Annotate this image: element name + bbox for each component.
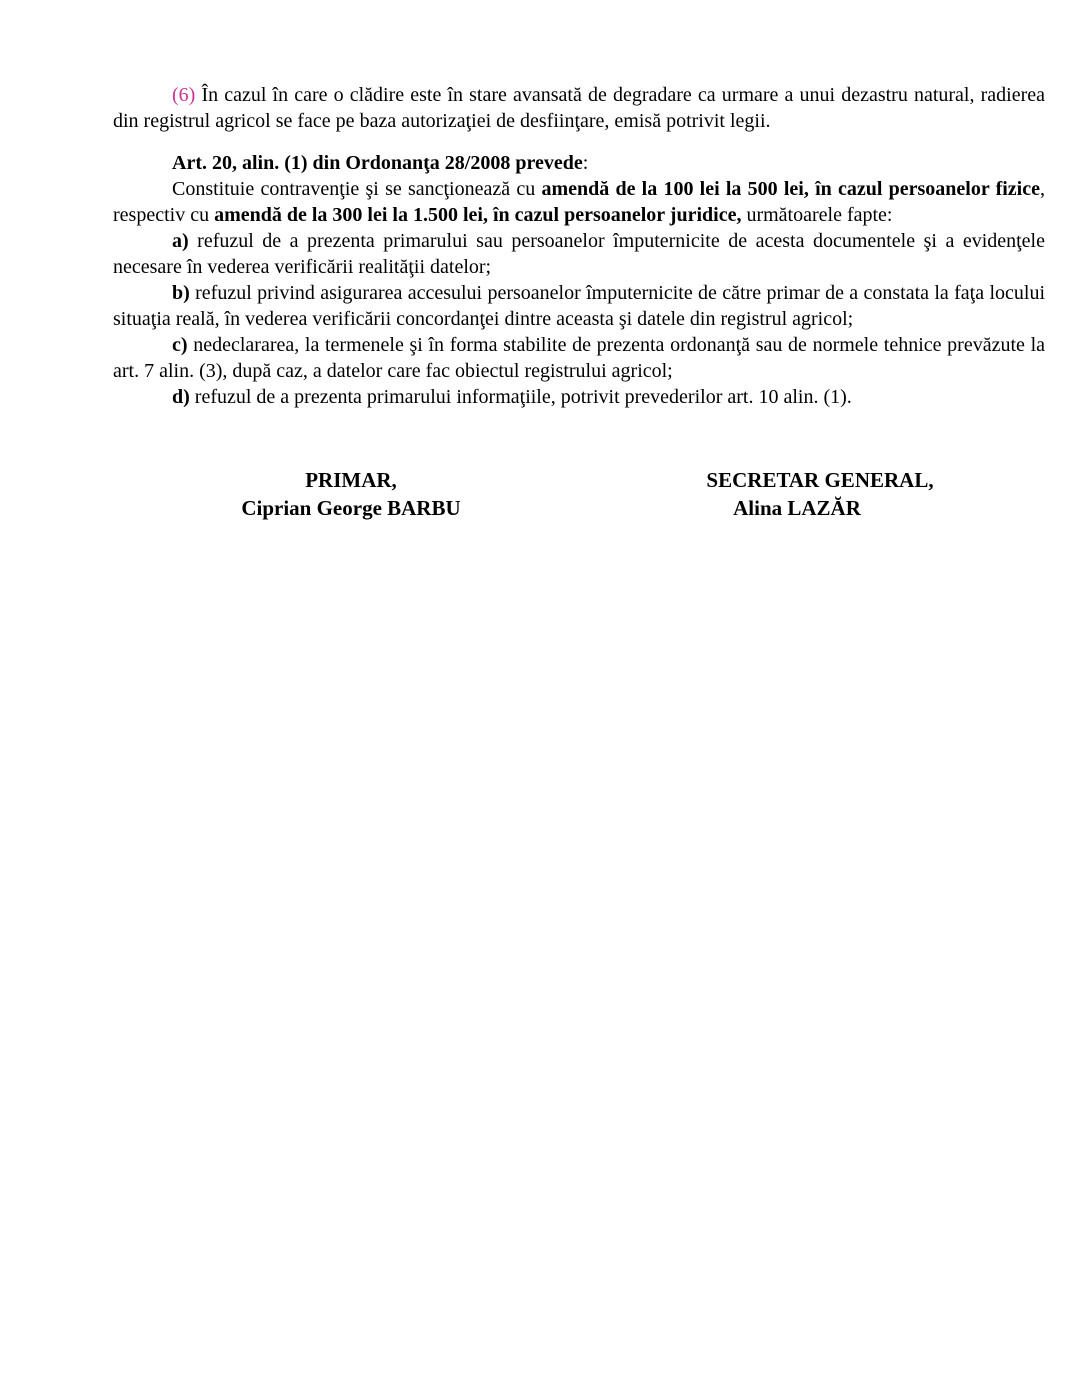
paragraph-clause-6 xyxy=(113,82,1045,134)
list-item-a-text: refuzul de a prezenta primarului sau persoanelor împuternicite de acesta documentele şi a evidenţele necesare în vederea verificării realităţii datelor; xyxy=(113,230,1045,278)
article-20-heading-colon: : xyxy=(582,152,589,174)
list-item-b-text: refuzul privind asigurarea accesului persoanelor împuternicite de către primar de a constata la faţa locului situaţia reală, în vederea verificării concordanţei dintre aceasta şi datele din registrul agricol; xyxy=(113,282,1045,330)
sanction-segment-3: amendă de la 300 lei la 1.500 lei, în cazul persoanelor juridice, xyxy=(214,204,742,226)
clause-6-number: (6) xyxy=(172,84,196,106)
sanction-segment-4: următoarele fapte: xyxy=(741,204,893,226)
list-item-a-marker: a) xyxy=(172,230,189,252)
signature-block xyxy=(113,466,1045,538)
article-20-heading-text: Art. 20, alin. (1) din Ordonanţa 28/2008 prevede xyxy=(172,152,583,174)
signature-primar xyxy=(161,466,541,522)
list-item-c-marker: c) xyxy=(172,334,188,356)
paragraph-sanction xyxy=(113,176,1045,228)
clause-6-text: În cazul în care o clădire este în stare avansată de degradare ca urmare a unui dezastru natural, radierea din registrul agricol se face pe baza autorizaţiei de desfiinţare, emisă potrivit legii. xyxy=(113,84,1045,132)
list-item-b-marker: b) xyxy=(172,282,190,304)
signature-secretar-title: SECRETAR GENERAL, xyxy=(706,468,934,492)
list-item-c xyxy=(113,332,1045,384)
list-item-d xyxy=(113,384,1045,410)
list-item-d-marker: d) xyxy=(172,386,190,408)
signature-secretar-name: Alina LAZĂR xyxy=(733,496,861,520)
list-item-b xyxy=(113,280,1045,332)
list-item-d-text: refuzul de a prezenta primarului informaţiile, potrivit prevederilor art. 10 alin. (1). xyxy=(189,386,852,408)
signature-secretar xyxy=(630,466,1010,522)
list-item-c-text: nedeclararea, la termenele şi în forma stabilite de prezenta ordonanţă sau de normele tehnice prevăzute la art. 7 alin. (3), după caz, a datelor care fac obiectul registrului agricol; xyxy=(113,334,1045,382)
article-20-heading xyxy=(113,150,1045,176)
sanction-segment-1: amendă de la 100 lei la 500 lei, în cazul persoanelor fizice xyxy=(541,178,1040,200)
sanction-segment-2: , respectiv cu xyxy=(113,178,1045,226)
document-body xyxy=(113,82,1045,538)
sanction-segment-0: Constituie contravenţie şi se sancţionează cu xyxy=(172,178,542,200)
list-item-a xyxy=(113,228,1045,280)
signature-primar-title: PRIMAR, xyxy=(305,468,397,492)
signature-primar-name: Ciprian George BARBU xyxy=(241,496,461,520)
